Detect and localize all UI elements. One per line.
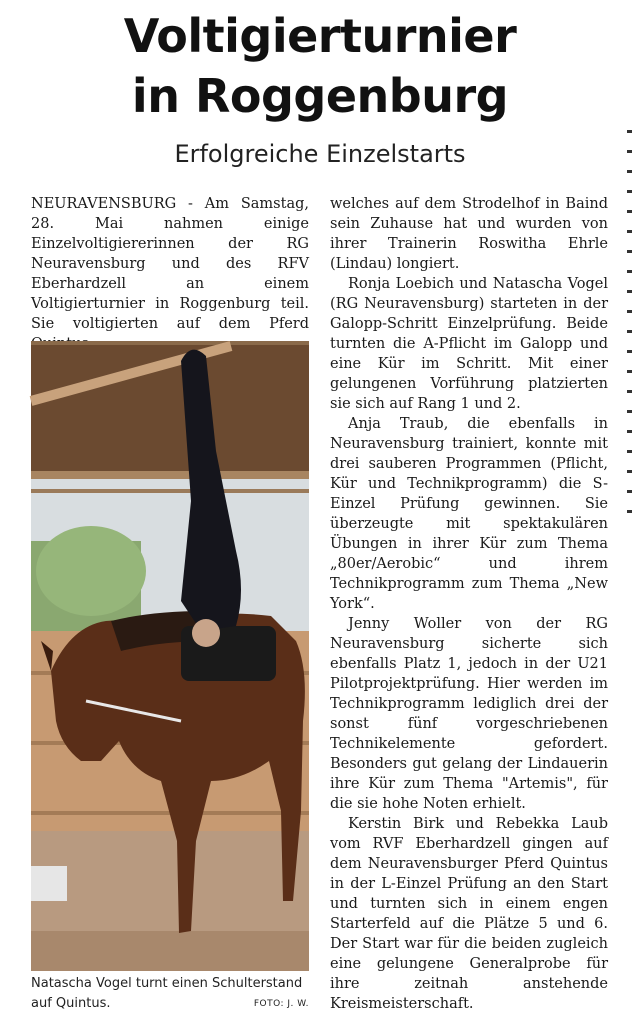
caption-text: Natascha Vogel turnt einen Schulterstand auf Quintus. (31, 976, 303, 1011)
photo-credit: FOTO: J. W. (253, 999, 309, 1009)
article-photo (31, 341, 309, 971)
body-paragraph-4: Jenny Woller von der RG Neuravensburg sicherte sich ebenfalls Platz 1, jedoch in der U21 Pilotprojektprüfung. Hier werden im Technikprogramm lediglich drei der sonst fünf vorgeschriebenen Technikelemente gefordert. Besonders gut gelang der Lindauerin ihre Kür zum Thema "Artemis", für die sie hohe Noten erhielt. (330, 616, 608, 812)
article-column-1 (31, 194, 309, 332)
article-column-2 (330, 194, 608, 1024)
headline-line-1: Voltigierturnier (123, 9, 517, 63)
body-paragraph-3: Anja Traub, die ebenfalls in Neuravensburg trainiert, konnte mit drei sauberen Programmen (Pflicht, Kür und Technikprogramm) die S-Einzel Prüfung gewinnen. Sie überzeugte mit spektakulären Übungen in ihrer Kür zum Thema „80er/Aerobic“ und ihrem Technikprogramm zum Thema „New York“. (330, 416, 608, 612)
dateline: NEURAVENSBURG (31, 196, 177, 212)
body-paragraph-2: Ronja Loebich und Natascha Vogel (RG Neuravensburg) starteten in der Galopp-Schritt Einzelprüfung. Beide turnten die A-Pflicht im Galopp und eine Kür im Schritt. Mit einer gelungenen Vorführung platzierten sie sich auf Rang 1 und 2. (330, 276, 608, 412)
vaulting-horse-photo (31, 341, 309, 971)
adjacent-column-edge (627, 130, 633, 1030)
headline (0, 6, 640, 126)
body-paragraph-1: welches auf dem Strodelhof in Baind sein Zuhause hat und wurden von ihrer Trainerin Roswitha Ehrle (Lindau) longiert. (330, 196, 608, 272)
subheadline: Erfolgreiche Einzelstarts (174, 140, 466, 168)
lead-paragraph (31, 194, 309, 354)
body-paragraph-5: Kerstin Birk und Rebekka Laub vom RVF Eberhardzell gingen auf dem Neuravensburger Pferd Quintus in der L-Einzel Prüfung an den Start und turnten sich in einem engen Starterfeld auf die Plätze 5 und 6. Der Start war für die beiden zugleich eine gelungene Generalprobe für ihre zeitnah anstehende Kreismeisterschaft. (330, 816, 608, 1012)
headline-line-2: in Roggenburg (131, 69, 509, 123)
lead-text: - Am Samstag, 28. Mai nahmen einige Einzelvoltigiererinnen der RG Neuravensburg und des RFV Eberhardzell an einem Voltigierturnier in Roggenburg teil. Sie voltigierten auf dem Pferd (31, 196, 309, 332)
photo-caption (31, 974, 309, 1014)
